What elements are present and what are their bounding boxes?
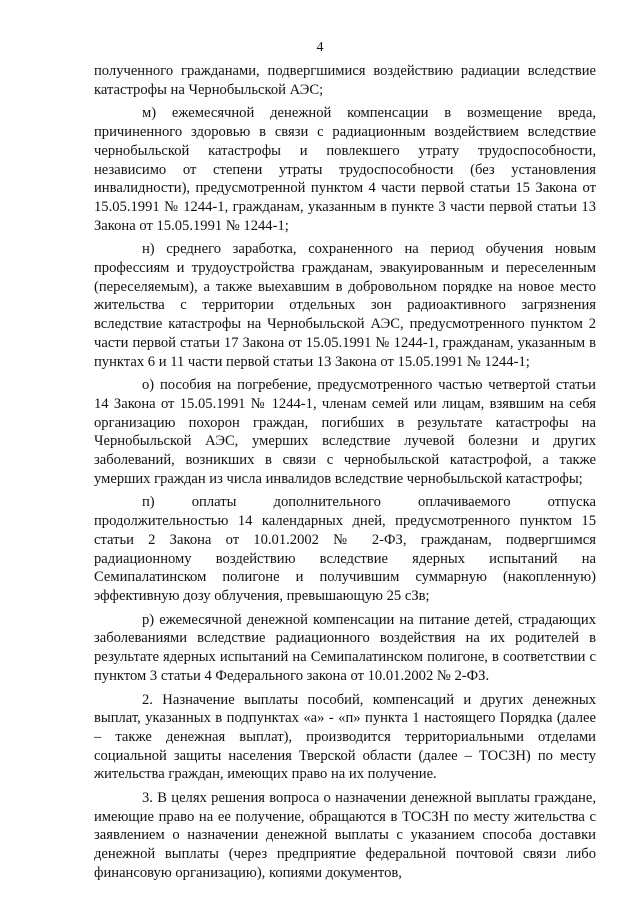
paragraph-section-2: 2. Назначение выплаты пособий, компенсаций и других денежных выплат, указанных в подпунктах «а» - «п» пункта 1 настоящего Порядка (далее – также денежная выплат), производится территориальными отделами социальной защиты населения Тверской области (далее – ТОСЗН) по месту жительства граждан, имеющих право на их получение.: [94, 691, 596, 783]
page-number: 4: [316, 40, 324, 55]
paragraph-continuation: полученного гражданами, подвергшимися воздействию радиации вследствие катастрофы на Чернобыльской АЭС;: [94, 63, 596, 98]
paragraph-section-3: 3. В целях решения вопроса о назначении денежной выплаты граждане, имеющие право на ее получение, обращаются в ТОСЗН по месту жительства с заявлением о назначении денежной выплаты с указанием способа доставки денежной выплаты (через предприятие федеральной почтовой связи либо финансовую организацию), копиями документов,: [94, 790, 596, 881]
paragraph-item-r: р) ежемесячной денежной компенсации на питание детей, страдающих заболеваниями вследствие радиационного воздействия на их родителей в результате ядерных испытаний на Семипалатинском полигоне, в соответствии с пунктом 3 статьи 4 Федерального закона от 10.01.2002 № 2-ФЗ.: [94, 611, 596, 684]
paragraph-item-p: п) оплаты дополнительного оплачиваемого отпуска продолжительностью 14 календарных дней, предусмотренного пунктом 15 статьи 2 Закона от 10.01.2002 № 2-ФЗ, гражданам, подвергшимся радиационному воздействию вследствие ядерных испытаний на Семипалатинском полигоне и получившим суммарную (накопленную) эффективную дозу облучения, превышающую 25 сЗв;: [94, 494, 596, 604]
paragraph-item-m: м) ежемесячной денежной компенсации в возмещение вреда, причиненного здоровью в связи с радиационным воздействием вследствие чернобыльской катастрофы и повлекшего утрату трудоспособности, независимо от степени утраты трудоспособности (без установления инвалидности), предусмотренной пунктом 4 части первой статьи 15 Закона от 15.05.1991 № 1244-1, гражданам, указанным в пункте 3 части первой статьи 13 Закона от 15.05.1991 № 1244-1;: [94, 105, 596, 234]
paragraph-item-o: о) пособия на погребение, предусмотренного частью четвертой статьи 14 Закона от 15.05.1991 № 1244-1, членам семей или лицам, взявшим на себя организацию похорон граждан, погибших в результате катастрофы на Чернобыльской АЭС, умерших вследствие лучевой болезни и других заболеваний, возникших в связи с чернобыльской катастрофой, а также умерших граждан из числа инвалидов вследствие чернобыльской катастрофы;: [94, 377, 596, 487]
paragraph-item-n: н) среднего заработка, сохраненного на период обучения новым профессиям и трудоустройства гражданам, эвакуированным и переселенным (переселяемым), а также выехавшим в добровольном порядке на новое место жительства с территории отдельных зон радиоактивного загрязнения вследствие катастрофы на Чернобыльской АЭС, предусмотренного пунктом 2 части первой статьи 17 Закона от 15.05.1991 № 1244-1, гражданам, указанным в пунктах 6 и 11 части первой статьи 13 Закона от 15.05.1991 № 1244-1;: [94, 241, 596, 370]
document-body: [94, 62, 596, 883]
